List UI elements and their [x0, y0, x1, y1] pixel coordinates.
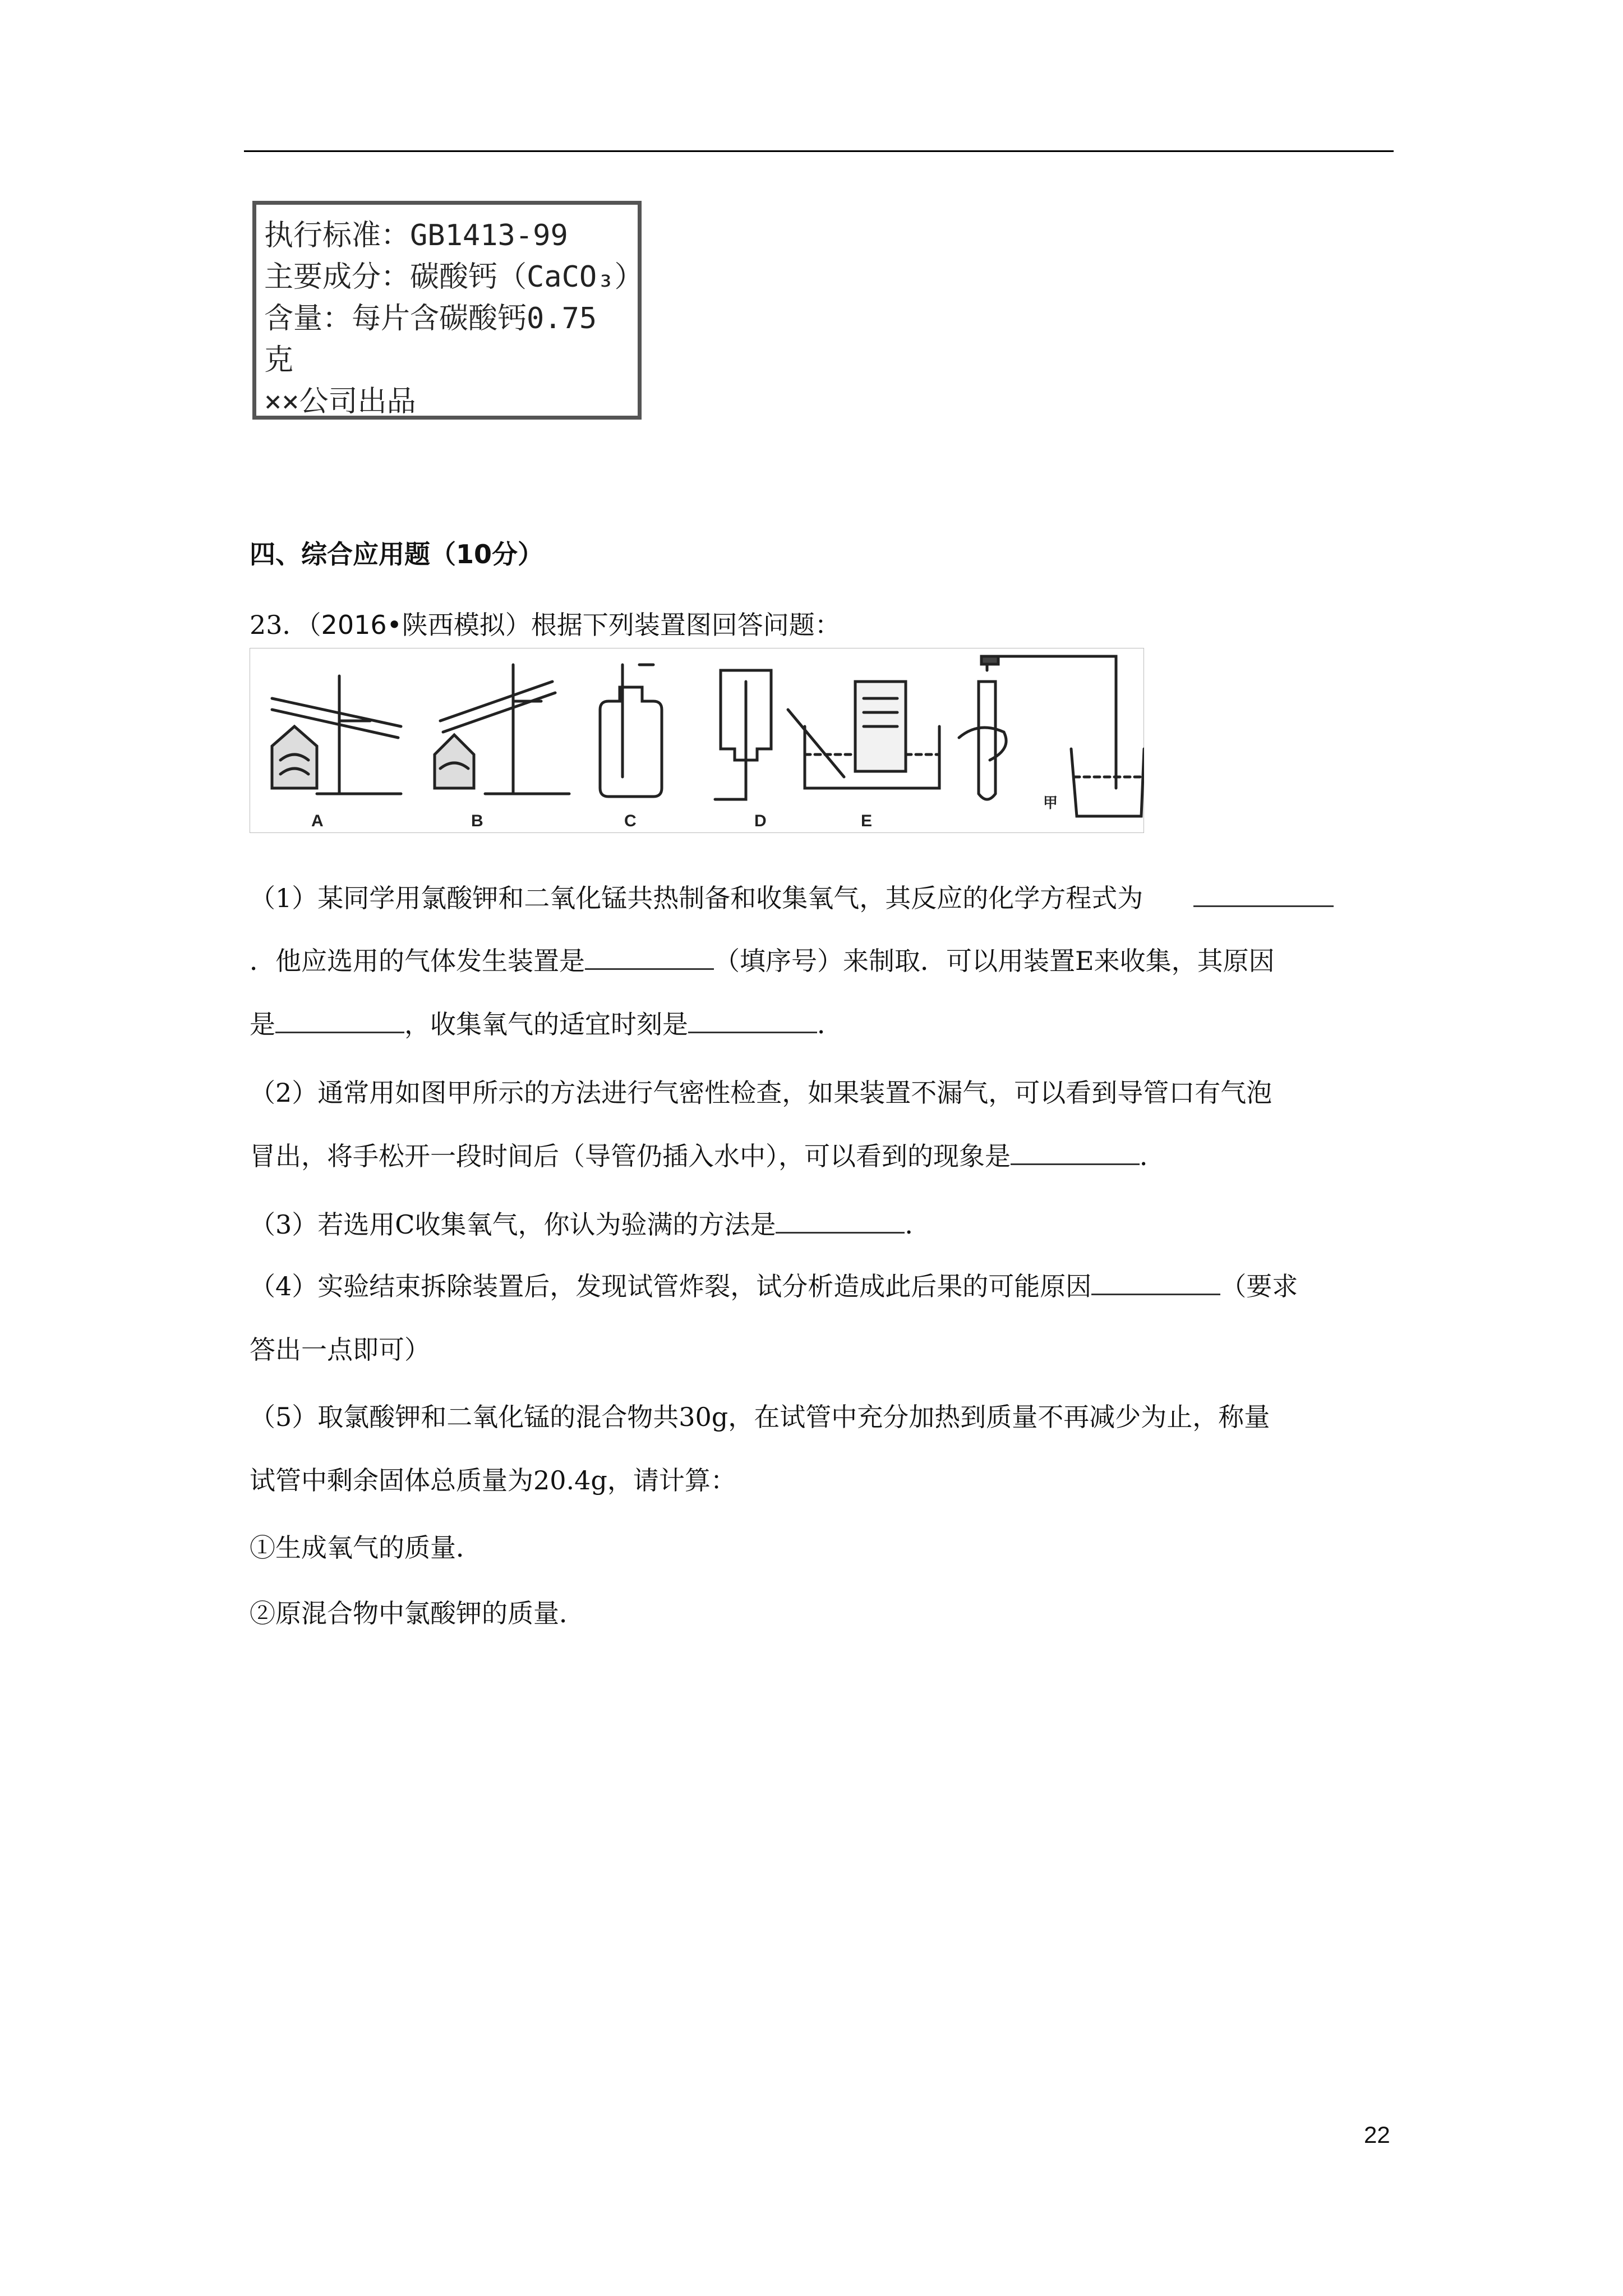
label-line: 含量：每片含碳酸钙0.75	[264, 302, 597, 335]
answer-blank-apparatus[interactable]	[585, 948, 714, 970]
text: （要求	[1220, 1271, 1298, 1301]
text: 答出一点即可）	[250, 1335, 430, 1365]
answer-blank-reason[interactable]	[275, 1011, 404, 1033]
part-5-line-1	[250, 1397, 1270, 1434]
answer-blank-phenomenon[interactable]	[1011, 1143, 1140, 1165]
sub-question-2	[250, 1593, 585, 1630]
text: ①生成氧气的质量．	[250, 1533, 482, 1563]
text: （填序号）来制取．可以用装置E来收集，其原因	[714, 946, 1275, 976]
figure-label-b: B	[471, 812, 483, 830]
part-2-line-1	[250, 1073, 1272, 1110]
question-number: 23．	[250, 610, 308, 640]
part-4-line-1	[250, 1266, 1298, 1303]
product-label	[252, 201, 642, 420]
part-3	[250, 1204, 930, 1241]
header-rule	[244, 150, 1394, 152]
answer-blank-cause[interactable]	[1091, 1273, 1220, 1295]
text: ．	[817, 1009, 843, 1039]
figure-label-a: A	[311, 812, 324, 830]
label-line: ××公司出品	[264, 385, 416, 418]
text: ②原混合物中氯酸钾的质量．	[250, 1598, 585, 1628]
label-line: 执行标准：GB1413-99	[264, 219, 568, 252]
part-1-line-1	[250, 878, 1334, 915]
text: ．	[905, 1209, 931, 1240]
part-2-line-2	[250, 1136, 1165, 1173]
text: ．	[1140, 1141, 1165, 1171]
text: ．他应选用的气体发生装置是	[250, 946, 585, 976]
question-prompt: 根据下列装置图回答问题：	[531, 610, 841, 640]
text: 是	[250, 1009, 275, 1039]
answer-blank-timing[interactable]	[688, 1011, 817, 1033]
apparatus-figure	[250, 648, 1144, 833]
question-source: （2016•陕西模拟）	[308, 610, 531, 640]
figure-label-d: D	[754, 812, 767, 830]
text: 试管中剩余固体总质量为20.4g，请计算：	[250, 1465, 736, 1496]
page-number: 22	[1364, 2122, 1390, 2148]
text: （3）若选用C收集氧气，你认为验满的方法是	[250, 1209, 776, 1240]
figure-label-e: E	[861, 812, 873, 830]
answer-blank-equation[interactable]	[1193, 885, 1334, 907]
part-1-line-2	[250, 941, 1275, 978]
section-title: 四、综合应用题（10分）	[250, 539, 544, 569]
label-line: 主要成分：碳酸钙（CaCO₃）	[264, 260, 644, 294]
text: 冒出，将手松开一段时间后（导管仍插入水中），可以看到的现象是	[250, 1141, 1011, 1171]
figure-label-jia: 甲	[1043, 794, 1058, 811]
text: （2）通常用如图甲所示的方法进行气密性检查，如果装置不漏气，可以看到导管口有气泡	[250, 1078, 1272, 1108]
part-5-line-2	[250, 1460, 736, 1497]
text: （4）实验结束拆除装置后，发现试管炸裂，试分析造成此后果的可能原因	[250, 1271, 1092, 1301]
part-4-line-2	[250, 1329, 430, 1366]
label-line: 克	[264, 343, 294, 377]
text: ，收集氧气的适宜时刻是	[404, 1009, 688, 1039]
answer-blank-check-full[interactable]	[776, 1212, 905, 1234]
part-1-line-3	[250, 1004, 843, 1041]
sub-question-1	[250, 1527, 482, 1565]
figure-label-c: C	[624, 812, 637, 830]
text: （5）取氯酸钾和二氧化锰的混合物共30g，在试管中充分加热到质量不再减少为止，称量	[250, 1402, 1270, 1432]
question-23	[250, 605, 841, 642]
text: （1）某同学用氯酸钾和二氧化锰共热制备和收集氧气，其反应的化学方程式为	[250, 883, 1144, 913]
